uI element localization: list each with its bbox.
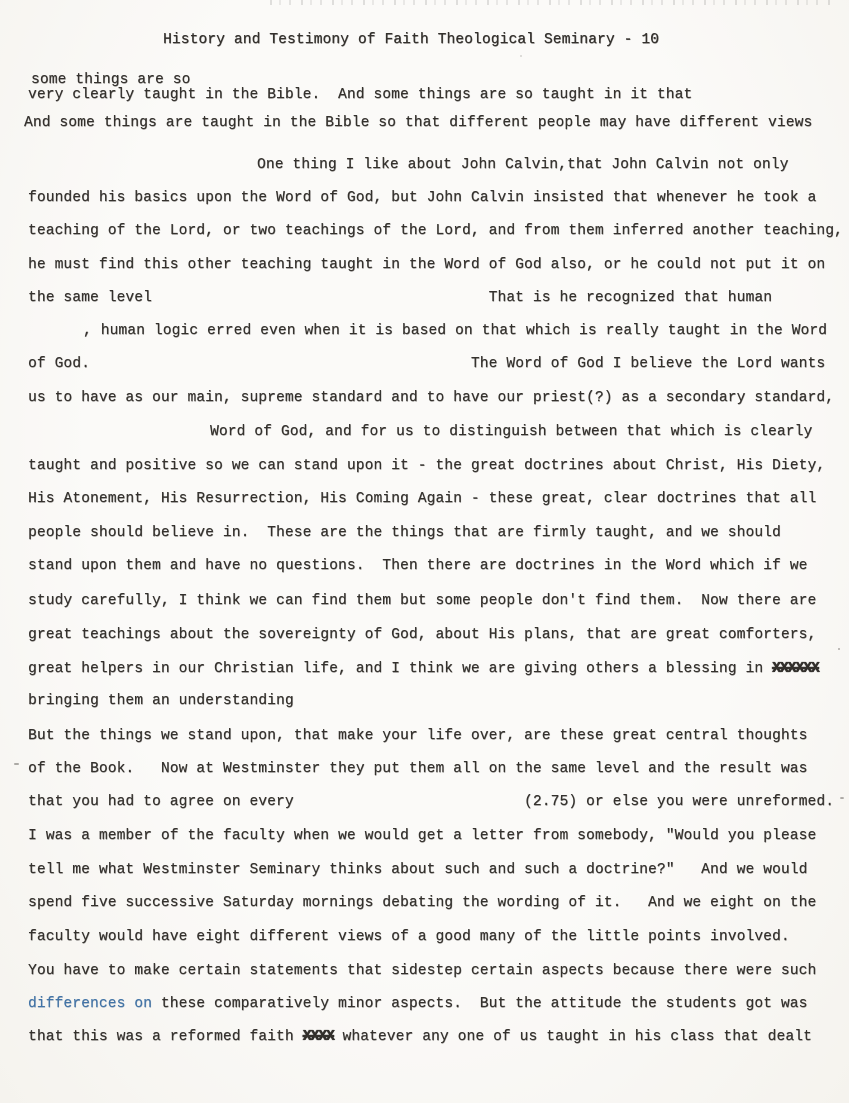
text-line [83, 322, 827, 341]
typed-text: bringing them an understanding [28, 693, 294, 709]
typed-text: His Atonement, His Resurrection, His Coming Again - these great, clear doctrines that all [28, 491, 817, 507]
typed-text: of the Book. Now at Westminster they put them all on the same level and the result was [28, 761, 808, 777]
typed-text: taught and positive so we can stand upon it - the great doctrines about Christ, His Diety, [28, 458, 826, 474]
text-line [28, 928, 790, 947]
text-line [28, 760, 807, 779]
typed-text: he must find this other teaching taught in the Word of God also, or he could not put it on [28, 257, 826, 273]
typed-text: (2.75) or else you were unreformed. [524, 794, 835, 810]
scan-edge-artifact [270, 0, 830, 5]
typed-text: Word of God, and for us to distinguish between that which is clearly [210, 424, 813, 440]
text-line [28, 793, 834, 812]
typed-gap [294, 794, 524, 810]
typed-text: some things are so [31, 72, 191, 88]
text-line [28, 626, 816, 645]
blue-ink-correction: differences on [28, 996, 153, 1012]
typed-text: great teachings about the sovereignty of God, about His plans, that are great comforters, [28, 627, 817, 643]
typed-text: History and Testimony of Faith Theological Seminary - 10 [163, 32, 660, 48]
typed-text: very clearly taught in the Bible. And some things are so taught in it that [28, 87, 693, 103]
text-line [28, 557, 807, 576]
struck-out-word: XXXXXX [772, 661, 819, 677]
typed-text: You have to make certain statements that sidestep certain aspects because there were such [28, 963, 817, 979]
scan-speck [838, 648, 840, 650]
typed-text: that you had to agree on every [28, 794, 294, 810]
typed-gap [152, 290, 489, 306]
text-line [28, 995, 807, 1014]
text-line [28, 189, 816, 208]
typed-text: stand upon them and have no questions. Then there are doctrines in the Word which if we [28, 558, 808, 574]
text-line [28, 962, 816, 981]
text-line [28, 222, 843, 241]
typed-text: teaching of the Lord, or two teachings of the Lord, and from them inferred another teaching, [28, 223, 843, 239]
typed-text: study carefully, I think we can find them but some people don't find them. Now there are [28, 593, 817, 609]
text-line [210, 423, 812, 442]
typed-text: great helpers in our Christian life, and I think we are giving others a blessing in [28, 661, 773, 677]
typed-text: faculty would have eight different views of a good many of the little points involved. [28, 929, 790, 945]
typed-text: of God. [28, 356, 91, 372]
typed-text: us to have as our main, supreme standard and to have our priest(?) as a secondary standard, [28, 390, 835, 406]
text-line [28, 355, 825, 374]
text-line [28, 727, 807, 746]
text-line [28, 490, 816, 509]
text-line [24, 114, 812, 133]
typed-text: these comparatively minor aspects. But the attitude the students got was [152, 996, 808, 1012]
text-line [28, 894, 816, 913]
typed-text: whatever any one of us taught in his class that dealt [333, 1029, 812, 1045]
text-line [28, 524, 781, 543]
typed-text: And some things are taught in the Bible so that different people may have different views [24, 115, 813, 131]
text-line [28, 1028, 812, 1047]
text-line [28, 389, 834, 408]
page-title [163, 31, 659, 50]
typed-text: spend five successive Saturday mornings debating the wording of it. And we eight on the [28, 895, 817, 911]
text-line [28, 289, 772, 308]
typed-text: that this was a reformed faith [28, 1029, 303, 1045]
text-line [28, 457, 825, 476]
scan-speck [840, 797, 844, 799]
scan-speck [520, 55, 522, 57]
text-line [28, 861, 807, 880]
text-line [257, 156, 788, 175]
typed-text: I was a member of the faculty when we would get a letter from somebody, "Would you please [28, 828, 817, 844]
typed-gap [90, 356, 471, 372]
typed-text: , human logic erred even when it is based on that which is really taught in the Word [83, 323, 828, 339]
typed-text: But the things we stand upon, that make your life over, are these great central thoughts [28, 728, 808, 744]
typed-text: founded his basics upon the Word of God, but John Calvin insisted that whenever he took a [28, 190, 817, 206]
text-line [28, 86, 692, 105]
struck-out-word: XXXX [302, 1029, 334, 1045]
typed-text: tell me what Westminster Seminary thinks about such and such a doctrine?" And we would [28, 862, 808, 878]
scan-speck [14, 763, 19, 765]
typed-text: That is he recognized that human [488, 290, 773, 306]
typed-text: The Word of God I believe the Lord wants [470, 356, 826, 372]
text-line [28, 256, 825, 275]
typed-text: people should believe in. These are the things that are firmly taught, and we should [28, 525, 781, 541]
typed-text: the same level [28, 290, 153, 306]
text-line [28, 692, 294, 711]
typed-text: One thing I like about John Calvin,that John Calvin not only [257, 157, 789, 173]
text-line [28, 592, 816, 611]
text-line [28, 660, 819, 679]
text-line [28, 827, 816, 846]
